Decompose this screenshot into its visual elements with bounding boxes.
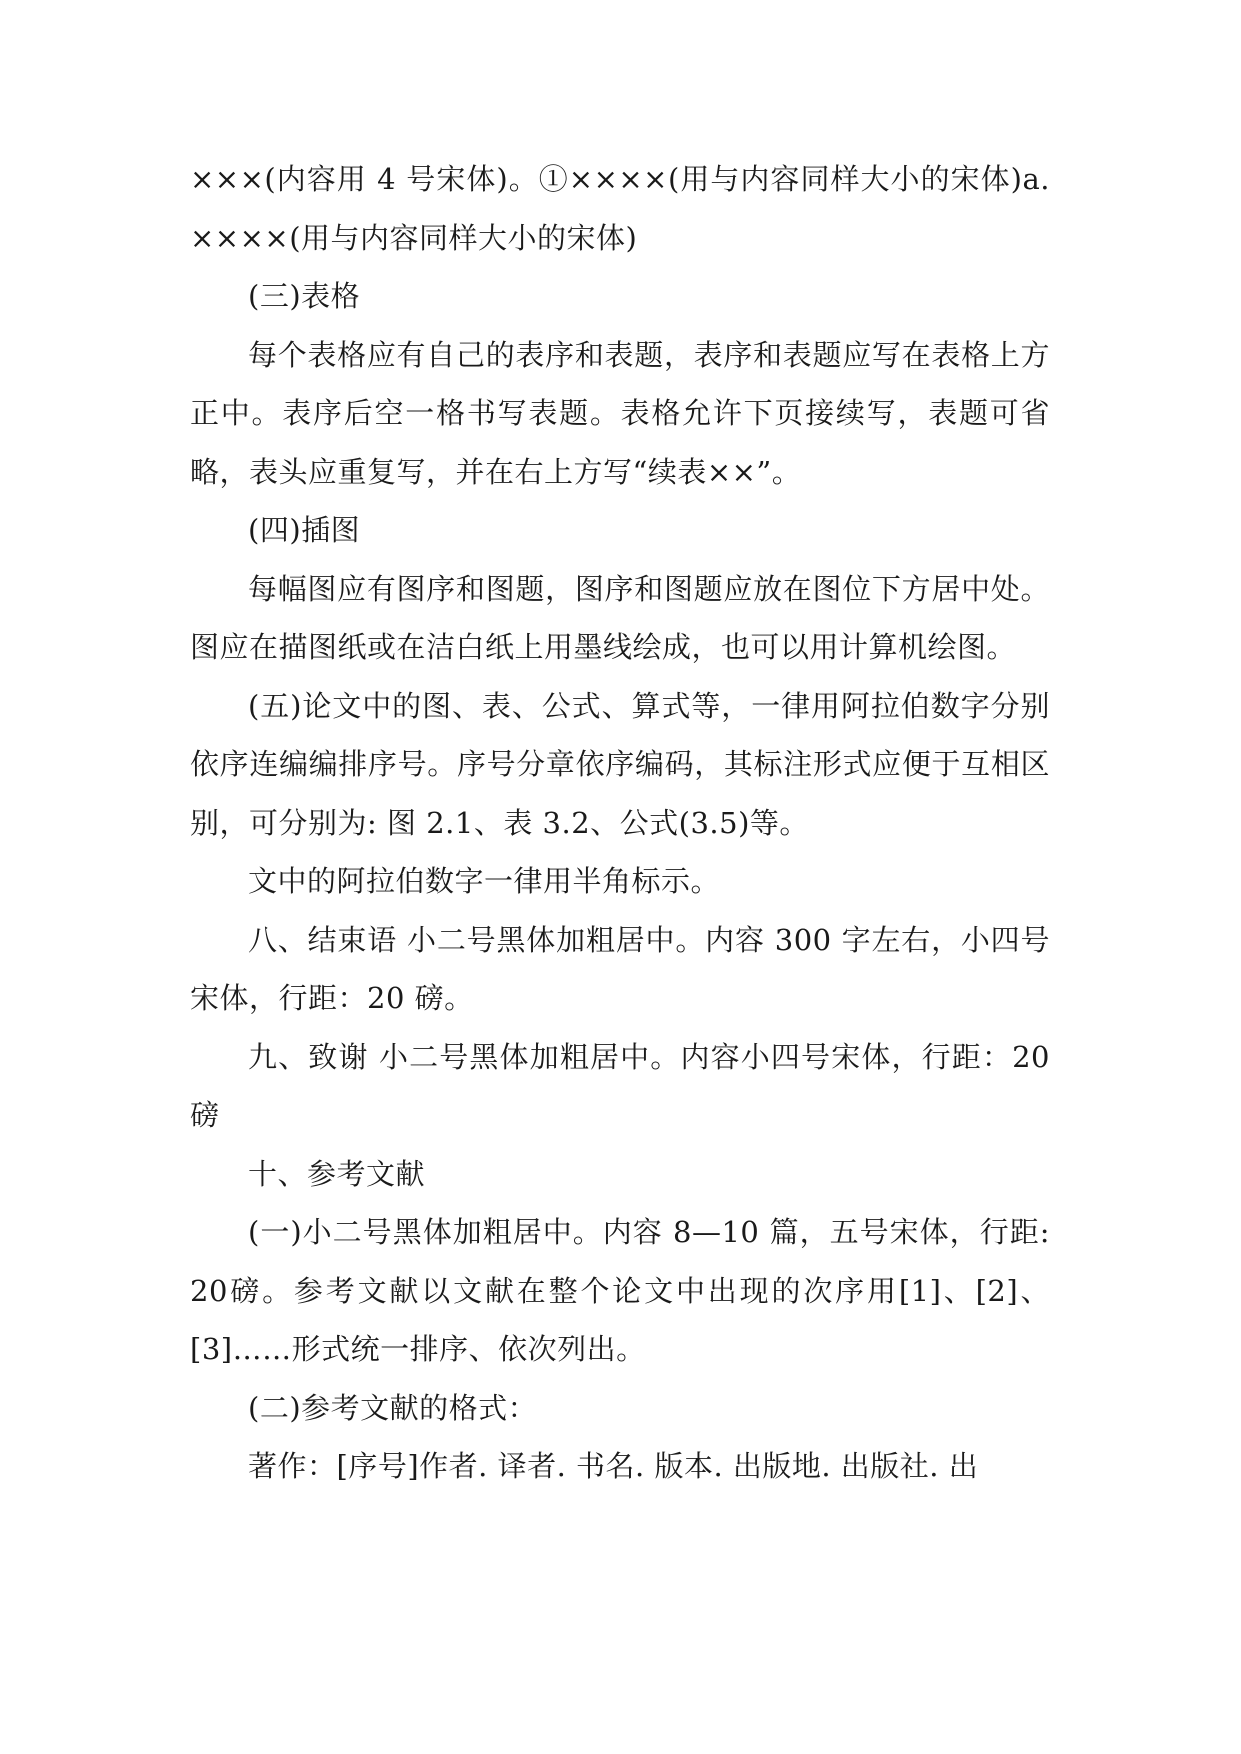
paragraph-references-rules: (一)小二号黑体加粗居中。内容 8—10 篇，五号宋体，行距: 20磅。参考文献以文献在整个论文中出现的次序用[1]、[2]、[3]……形式统一排序、依次列出。 <box>190 1215 1050 1366</box>
heading-reference-format: (二)参考文献的格式： <box>248 1390 538 1425</box>
section-references: 十、参考文献 <box>248 1156 426 1191</box>
paragraph-book-format: 著作：[序号]作者. 译者. 书名. 版本. 出版地. 出版社. 出 <box>248 1449 979 1483</box>
heading-tables: (三)表格 <box>248 279 361 313</box>
heading-figures: (四)插图 <box>248 513 361 547</box>
paragraph-figures: 每幅图应有图序和图题，图序和图题应放在图位下方居中处。图应在描图纸或在洁白纸上用墨线绘成，也可以用计算机绘图。 <box>190 571 1050 664</box>
paragraph-tables: 每个表格应有自己的表序和表题，表序和表题应写在表格上方正中。表序后空一格书写表题。表格允许下页接续写，表题可省略，表头应重复写，并在右上方写“续表××”。 <box>190 337 1050 489</box>
paragraph-arabic-numerals: 文中的阿拉伯数字一律用半角标示。 <box>248 864 721 898</box>
paragraph-content-font-note: ×××(内容用 4 号宋体)。①××××(用与内容同样大小的宋体)a. ××××(用与内容同样大小的宋体) <box>190 162 1050 255</box>
paragraph-numbering: (五)论文中的图、表、公式、算式等，一律用阿拉伯数字分别依序连编编排序号。序号分章依序编码，其标注形式应便于互相区别，可分别为: 图 2.1、表 3.2、公式(3.5)等。 <box>190 688 1050 840</box>
document-body <box>190 150 1050 1496</box>
section-acknowledgements: 九、致谢 小二号黑体加粗居中。内容小四号宋体，行距：20 磅 <box>190 1039 1050 1132</box>
section-conclusion: 八、结束语 小二号黑体加粗居中。内容 300 字左右，小四号宋体，行距：20 磅。 <box>190 922 1050 1015</box>
